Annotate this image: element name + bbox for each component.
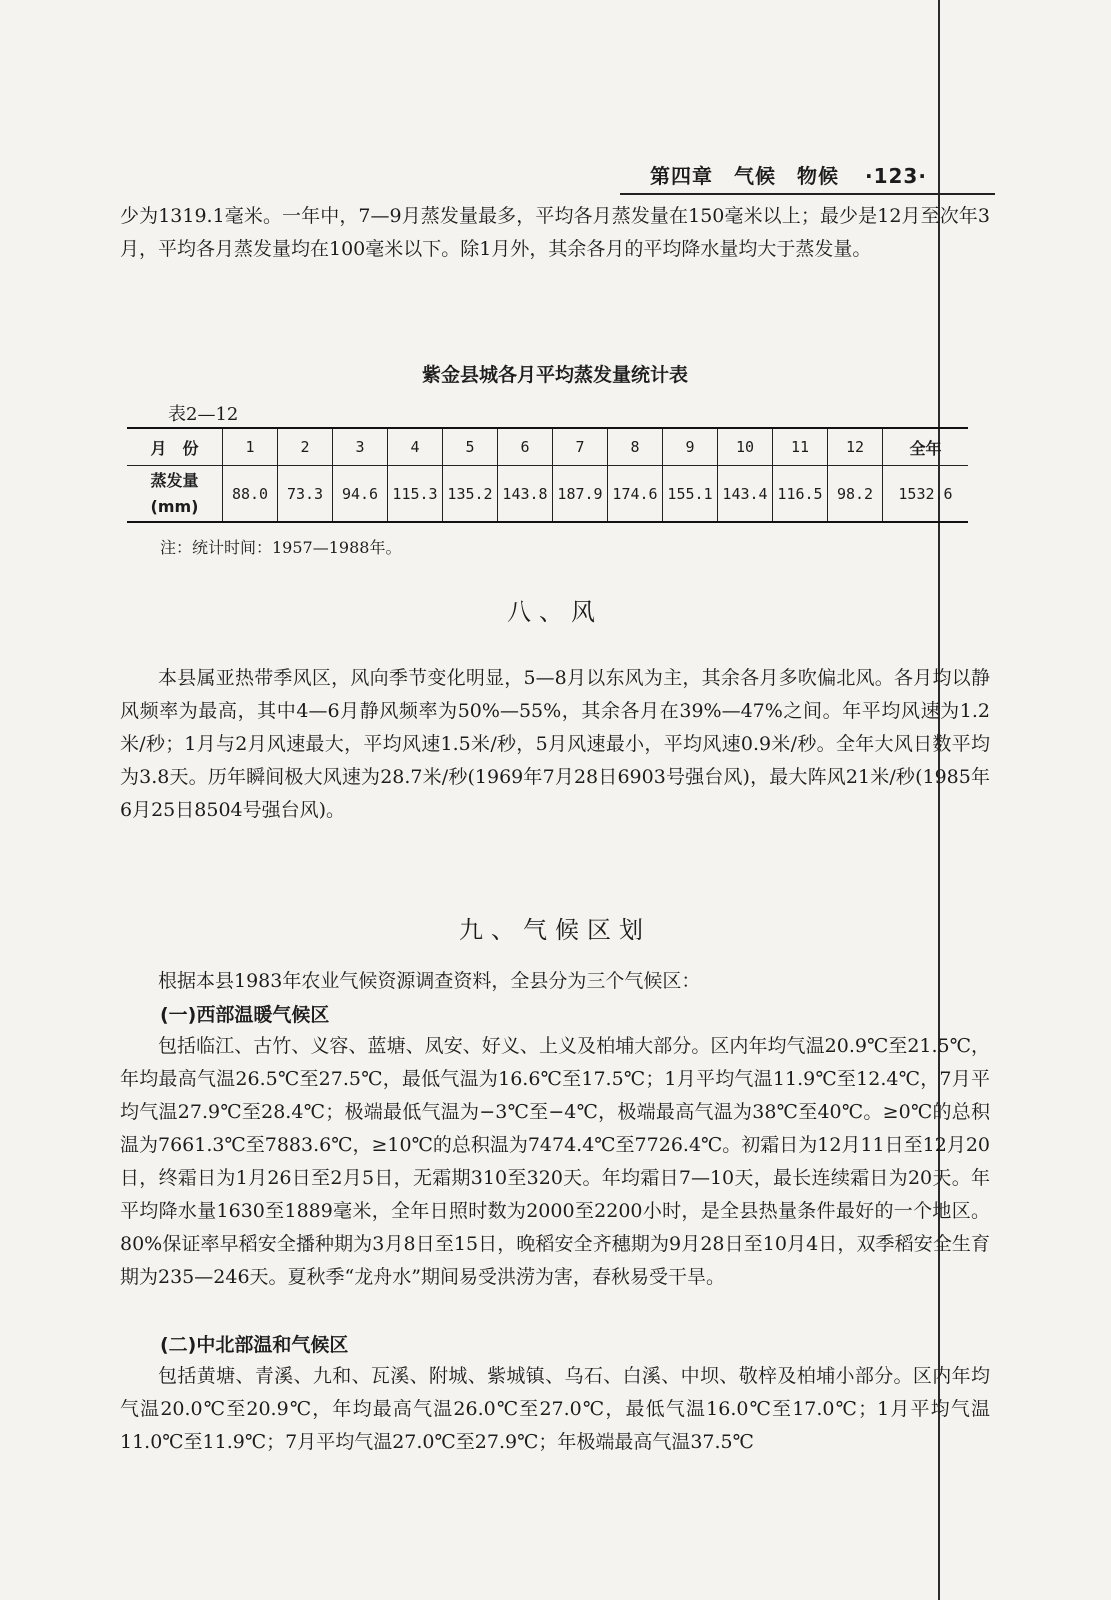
header-rule	[620, 193, 995, 195]
month-cell: 10	[718, 428, 773, 466]
row-label-name: 蒸发量	[150, 470, 199, 490]
zone2-paragraph: 包括黄塘、青溪、九和、瓦溪、附城、紫城镇、乌石、白溪、中坝、敬梓及柏埔小部分。区内年均气温20.0℃至20.9℃，年均最高气温26.0℃至27.0℃，最低气温16.0℃至17.0℃；1月平均气温11.0℃至11.9℃；7月平均气温27.0℃至27.9℃；年极端最高气温37.5℃	[120, 1365, 990, 1453]
intro-paragraph: 少为1319.1毫米。一年中，7—9月蒸发量最多，平均各月蒸发量在150毫米以上；最少是12月至次年3月，平均各月蒸发量均在100毫米以下。除1月外，其余各月的平均降水量均大于蒸发量。	[120, 205, 990, 260]
month-cell: 6	[498, 428, 553, 466]
month-cell: 12	[828, 428, 883, 466]
value-cell: 73.3	[278, 466, 333, 523]
value-cell: 116.5	[773, 466, 828, 523]
section-heading-climate-zones: 九、气候区划	[459, 916, 651, 944]
month-cell: 7	[553, 428, 608, 466]
month-cell: 3	[333, 428, 388, 466]
value-cell: 88.0	[223, 466, 278, 523]
table-number: 表2—12	[168, 404, 239, 425]
chapter-title: 第四章 气候 物候	[650, 164, 839, 188]
value-cell: 187.9	[553, 466, 608, 523]
table-note: 注：统计时间：1957—1988年。	[160, 538, 402, 557]
table-value-row	[127, 466, 968, 523]
header-month-label: 月 份	[127, 428, 223, 466]
zone2-title: (二)中北部温和气候区	[160, 1334, 349, 1356]
value-cell: 94.6	[333, 466, 388, 523]
row-label	[127, 466, 223, 523]
evaporation-table	[127, 427, 968, 523]
value-cell: 135.2	[443, 466, 498, 523]
wind-paragraph: 本县属亚热带季风区，风向季节变化明显，5—8月以东风为主，其余各月多吹偏北风。各月均以静风频率为最高，其中4—6月静风频率为50%—55%，其余各月在39%—47%之间。年平均风速为1.2米/秒；1月与2月风速最大，平均风速1.5米/秒，5月风速最小，平均风速0.9米/秒。全年大风日数平均为3.8天。历年瞬间极大风速为28.7米/秒(1969年7月28日6903号强台风)，最大阵风21米/秒(1985年6月25日8504号强台风)。	[120, 667, 990, 821]
zone1-paragraph: 包括临江、古竹、义容、蓝塘、凤安、好义、上义及柏埔大部分。区内年均气温20.9℃至21.5℃，年均最高气温26.5℃至27.5℃，最低气温为16.6℃至17.5℃；1月平均气温11.9℃至12.4℃，7月平均气温27.9℃至28.4℃；极端最低气温为−3℃至−4℃，极端最高气温为38℃至40℃。≥0℃的总积温为7661.3℃至7883.6℃，≥10℃的总积温为7474.4℃至7726.4℃。初霜日为12月11日至12月20日，终霜日为1月26日至2月5日，无霜期310至320天。年均霜日7—10天，最长连续霜日为20天。年平均降水量1630至1889毫米，全年日照时数为2000至2200小时，是全县热量条件最好的一个地区。80%保证率早稻安全播种期为3月8日至15日，晚稻安全齐穗期为9月28日至10月4日，双季稻安全生育期为235—246天。夏秋季“龙舟水”期间易受洪涝为害，春秋易受干旱。	[120, 1035, 991, 1288]
month-cell: 2	[278, 428, 333, 466]
running-header	[650, 160, 995, 189]
section-heading-wind: 八、风	[507, 598, 603, 626]
month-cell: 5	[443, 428, 498, 466]
row-label-unit: (mm)	[150, 496, 199, 516]
climate-intro: 根据本县1983年农业气候资源调查资料，全县分为三个气候区：	[158, 970, 701, 992]
table-header-row	[127, 428, 968, 466]
zone1-title: (一)西部温暖气候区	[160, 1004, 330, 1026]
value-cell: 155.1	[663, 466, 718, 523]
month-cell: 4	[388, 428, 443, 466]
value-cell: 98.2	[828, 466, 883, 523]
month-cell: 9	[663, 428, 718, 466]
value-cell: 143.4	[718, 466, 773, 523]
month-cell: 1	[223, 428, 278, 466]
value-cell: 143.8	[498, 466, 553, 523]
table-title: 紫金县城各月平均蒸发量统计表	[421, 364, 688, 386]
page-number: ·123·	[864, 164, 927, 188]
value-cell: 115.3	[388, 466, 443, 523]
total-value-cell: 1532.6	[883, 466, 969, 523]
month-cell: 11	[773, 428, 828, 466]
value-cell: 174.6	[608, 466, 663, 523]
header-total-label: 全年	[883, 428, 969, 466]
month-cell: 8	[608, 428, 663, 466]
